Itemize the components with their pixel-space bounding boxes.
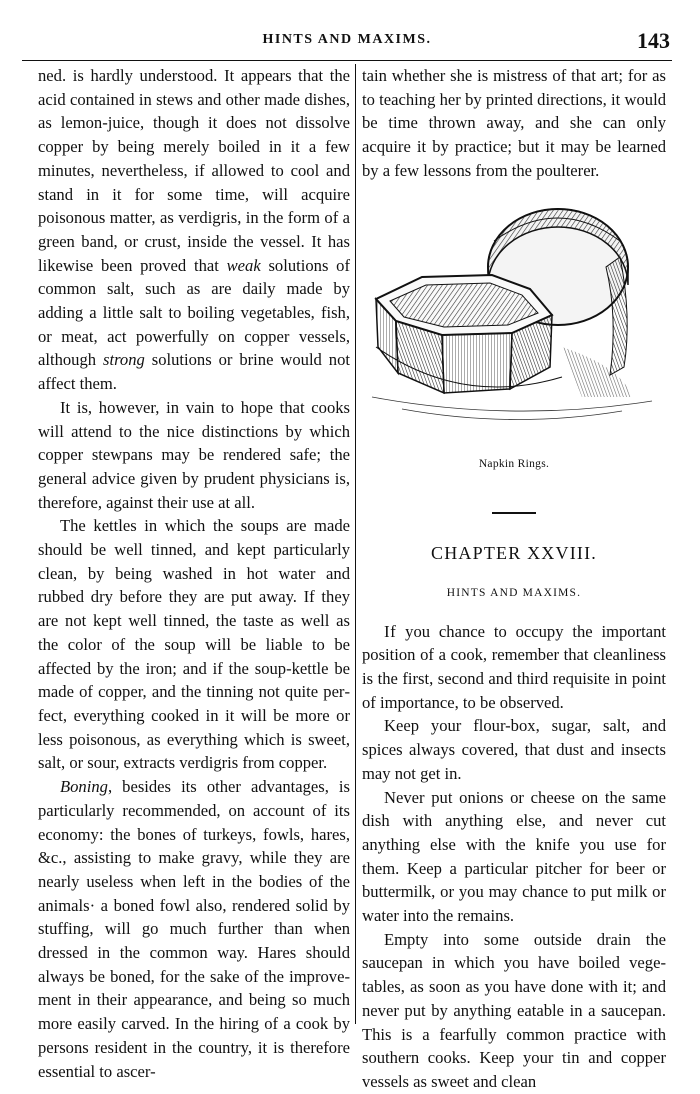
figure-caption: Napkin Rings. [478,457,550,470]
italic-term: strong [103,350,145,370]
text-run: ned. is hardly understood. It appears that the acid contained in stews and other made dishes, as lemon-juice, though it does not dissolve copper by being merely boiled in it a few minutes, nevertheless, if allowed to cool and stand in it for some time, will acquire poisonous matter, as verdigris, in the form of a green band, or crust, inside the vessel. It has likewise been proved that [38,66,350,275]
paragraph: It is, however, in vain to hope that cooks will attend to the nice distinctions by which copper stewpans may be rendered safe; the general advice given by prudent physicians is, therefore, against their use at all. [38,397,350,512]
paragraph [38,775,350,1083]
column-divider [355,64,356,1024]
chapter-title: CHAPTER XXVIII. [431,543,597,564]
paragraph: The kettles in which the soups are made should be well tinned, and kept particularly clean, by being washed in hot water and rubbed dry before they are put away. If they are not kept well tinned, the taste as well as the color of the soup will be liable to be affected by the iron; and if the soup-kettle be made of copper, and the tinning not quite perfect, everything cooked in it will be more or less poisonous, as everything which is sweet, salt, or sour, extracts verdigris from copper. [38,516,350,773]
paragraph: tain whether she is mistress of that art; for as to teaching her by printed directions, it would be time thrown away, and she can only acquire it by practice; but it may be learned by a few lessons from the poulterer. [362,66,666,180]
italic-term: weak [226,255,261,275]
text-run: , besides its other advantages, is particularly recommended, on account of its economy: the bones of turkeys, fowls, hares, &c., assisting to make gravy, while they are nearly useless when left in the bodies of the animals· a boned fowl also, rendered solid by stuffing, will go much further than when dressed in the common way. Hares should always be boned, for the sake of the improvement in their appearance, and being so much more easily carved. In the hiring of a cook by persons resident in the country, it is therefore essential to ascer- [38,777,350,1081]
paragraph: Keep your flour-box, sugar, salt, and spices always covered, that dust and insects may not get in. [362,716,666,783]
header-rule [22,60,672,61]
right-column [362,64,666,1094]
page-header [22,28,672,56]
paragraph [38,64,350,396]
napkin-rings-engraving [362,197,666,445]
napkin-rings-illustration [362,197,666,445]
page-number: 143 [637,28,670,53]
chapter-subtitle: HINTS AND MAXIMS. [446,586,582,599]
running-head: HINTS AND MAXIMS. [262,32,432,47]
opening-word: If [384,621,397,641]
chapter-rule [492,512,536,514]
italic-term: Boning [60,777,108,797]
left-column [38,64,350,1083]
paragraph: Never put onions or cheese on the same dish with anything else, and never cut anything else with the knife you use for them. Keep a particular pitcher for beer or buttermilk, or you may chance to put milk or water into the remains. [362,787,666,926]
text-run: solutions of common salt, such as are daily made by adding a little salt to boiling vegetables, fish, or meat, act powerfully on copper vessels, although [38,255,350,370]
paragraph: Empty into some outside drain the saucepan in which you have boiled vegetables, as soon as you have done with it; and never put by anything eatable in a saucepan. This is a fearfully common practice with southern cooks. Keep your tin and copper vessels as sweet and clean [362,929,666,1091]
text-run: solutions or brine would not affect them. [38,350,350,394]
text-run: you chance to occupy the important position of a cook, remember that cleanliness is the first, second and third requisite in point of importance, to be observed. [362,621,666,712]
paragraph [362,620,666,715]
